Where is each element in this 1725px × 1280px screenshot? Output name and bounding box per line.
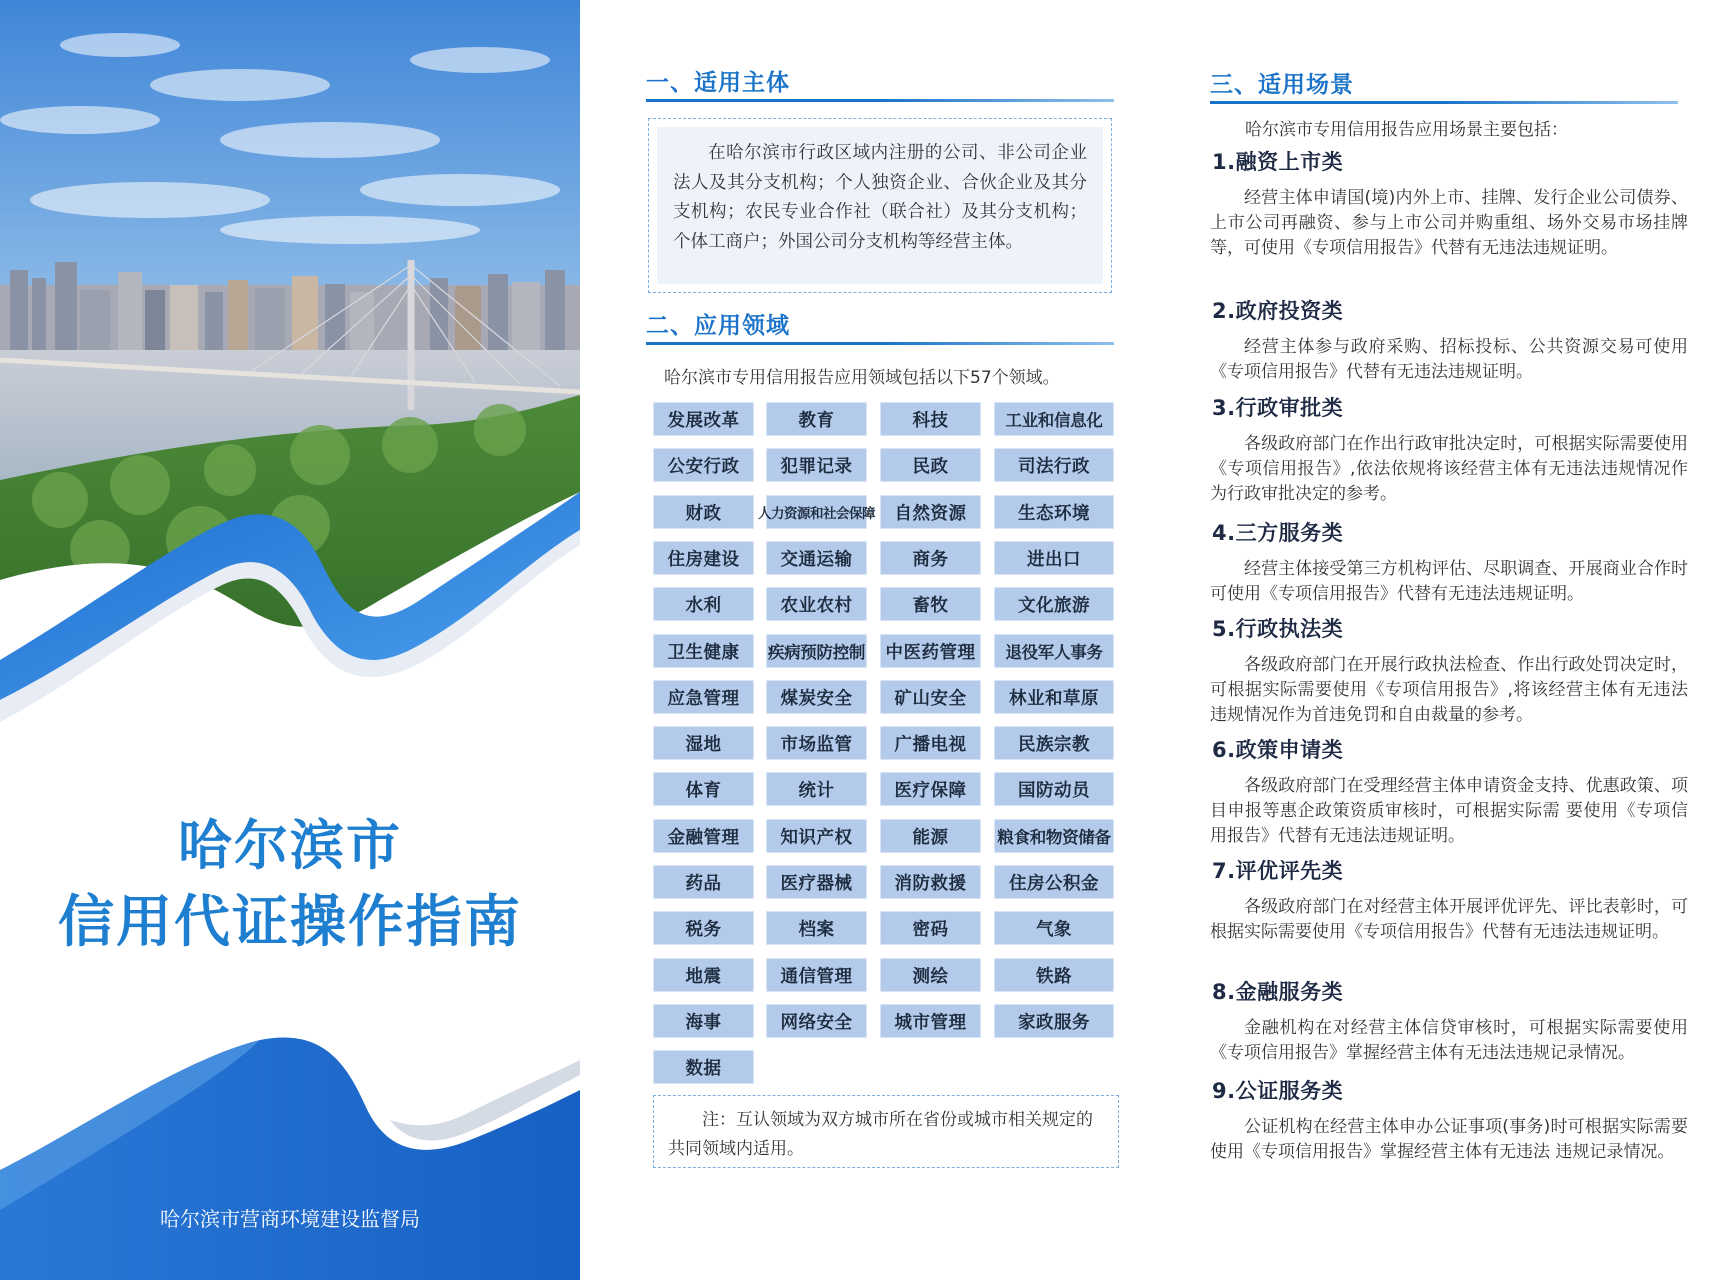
domain-intro: 哈尔滨市专用信用报告应用领域包括以下57个领域。 [664, 368, 1060, 388]
scenario-text: 经营主体接受第三方机构评估、尽职调查、开展商业合作时可使用《专项信用报告》代替有无违法违规证明。 [1210, 559, 1688, 604]
scenario-item [1210, 295, 1688, 385]
scenario-title: 4.三方服务类 [1210, 517, 1351, 547]
scenario-intro: 哈尔滨市专用信用报告应用场景主要包括： [1245, 120, 1568, 140]
scenario-title: 7.评优评先类 [1210, 855, 1351, 885]
scenario-title: 3.行政审批类 [1210, 392, 1351, 422]
domain-chip: 城市管理 [880, 1004, 981, 1038]
scenario-item [1210, 392, 1688, 507]
domain-chip: 人力资源和社会保障 [766, 495, 867, 529]
scenario-text: 各级政府部门在作出行政审批决定时，可根据实际需要使用《专项信用报告》,依法依规将该经营主体有无违法违规情况作为行政审批决定的参考。 [1210, 434, 1688, 504]
cover-organization: 哈尔滨市营商环境建设监督局 [160, 1207, 420, 1231]
scenario-item [1210, 734, 1688, 849]
domain-chip: 卫生健康 [653, 634, 754, 668]
section3-heading: 三、适用场景 [1210, 72, 1354, 98]
domain-chip: 铁路 [994, 958, 1114, 992]
domain-chip: 地震 [653, 958, 754, 992]
scenario-item [1210, 613, 1688, 728]
domain-chip: 农业农村 [766, 587, 867, 621]
scenario-item [1210, 1075, 1688, 1165]
domain-chip: 住房公积金 [994, 865, 1114, 899]
scenario-item [1210, 855, 1688, 945]
domain-chip: 退役军人事务 [994, 634, 1114, 668]
domain-chip: 自然资源 [880, 495, 981, 529]
scenario-text: 各级政府部门在对经营主体开展评优评先、评比表彰时，可根据实际需要使用《专项信用报告》代替有无违法违规证明。 [1210, 897, 1688, 942]
domain-chip: 医疗器械 [766, 865, 867, 899]
domain-chip: 统计 [766, 772, 867, 806]
scenario-title: 9.公证服务类 [1210, 1075, 1351, 1105]
domain-chip: 家政服务 [994, 1004, 1114, 1038]
domain-chip: 能源 [880, 819, 981, 853]
cover-title [0, 808, 580, 962]
domain-chip: 网络安全 [766, 1004, 867, 1038]
domain-chip: 司法行政 [994, 448, 1114, 482]
domain-chip: 广播电视 [880, 726, 981, 760]
domain-chip: 应急管理 [653, 680, 754, 714]
section3-underline [1210, 101, 1678, 104]
domain-chip: 住房建设 [653, 541, 754, 575]
domain-chip: 科技 [880, 402, 981, 436]
domain-chip: 税务 [653, 911, 754, 945]
domain-chip: 药品 [653, 865, 754, 899]
domain-chip: 密码 [880, 911, 981, 945]
domain-chip: 犯罪记录 [766, 448, 867, 482]
scenario-text: 经营主体申请国(境)内外上市、挂牌、发行企业公司债券、上市公司再融资、参与上市公司并购重组、场外交易市场挂牌等，可使用《专项信用报告》代替有无违法违规证明。 [1210, 188, 1688, 258]
domain-chip: 交通运输 [766, 541, 867, 575]
cover-illustration [0, 0, 580, 1280]
scenario-title: 6.政策申请类 [1210, 734, 1351, 764]
domain-chip: 国防动员 [994, 772, 1114, 806]
domain-chip: 湿地 [653, 726, 754, 760]
domain-chip: 水利 [653, 587, 754, 621]
section1-heading: 一、适用主体 [646, 70, 790, 96]
domain-chip: 公安行政 [653, 448, 754, 482]
scenario-text: 经营主体参与政府采购、招标投标、公共资源交易可使用《专项信用报告》代替有无违法违规证明。 [1210, 337, 1688, 382]
domain-chip: 工业和信息化 [994, 402, 1114, 436]
domain-chip: 民政 [880, 448, 981, 482]
domain-chip: 民族宗教 [994, 726, 1114, 760]
domain-chip: 通信管理 [766, 958, 867, 992]
domain-chip: 体育 [653, 772, 754, 806]
domain-chip: 财政 [653, 495, 754, 529]
domain-chip: 市场监管 [766, 726, 867, 760]
note-box: 注：互认领域为双方城市所在省份或城市相关规定的共同领域内适用。 [653, 1095, 1119, 1168]
cover-title-line2: 信用代证操作指南 [58, 890, 522, 955]
scenario-title: 2.政府投资类 [1210, 295, 1351, 325]
section2-underline [646, 342, 1114, 345]
scenario-text: 各级政府部门在受理经营主体申请资金支持、优惠政策、项目申报等惠企政策资质审核时，可根据实际需 要使用《专项信用报告》代替有无违法违规证明。 [1210, 776, 1688, 846]
subject-box [648, 118, 1112, 293]
scenario-text: 金融机构在对经营主体信贷审核时，可根据实际需要使用《专项信用报告》掌握经营主体有无违法违规记录情况。 [1210, 1018, 1688, 1063]
domain-chip: 矿山安全 [880, 680, 981, 714]
scenario-title: 1.融资上市类 [1210, 146, 1351, 176]
domain-chip: 粮食和物资储备 [994, 819, 1114, 853]
scenario-item [1210, 517, 1688, 607]
domain-chip: 煤炭安全 [766, 680, 867, 714]
scenario-title: 5.行政执法类 [1210, 613, 1351, 643]
domain-chip: 海事 [653, 1004, 754, 1038]
section1-underline [646, 99, 1114, 102]
domain-chip: 消防救援 [880, 865, 981, 899]
domain-chip: 进出口 [994, 541, 1114, 575]
domain-chip: 林业和草原 [994, 680, 1114, 714]
domain-chip: 发展改革 [653, 402, 754, 436]
scenario-item [1210, 976, 1688, 1066]
scenario-text: 公证机构在经营主体申办公证事项(事务)时可根据实际需要使用《专项信用报告》掌握经营主体有无违法 违规记录情况。 [1210, 1117, 1688, 1162]
domain-chip: 金融管理 [653, 819, 754, 853]
domain-chip: 数据 [653, 1050, 754, 1084]
cover-panel [0, 0, 580, 1280]
blue-wave-bottom [0, 1037, 580, 1280]
domain-chip: 商务 [880, 541, 981, 575]
domain-chip: 档案 [766, 911, 867, 945]
domain-chip: 教育 [766, 402, 867, 436]
domain-chip: 测绘 [880, 958, 981, 992]
scenario-item [1210, 146, 1688, 261]
scenario-title: 8.金融服务类 [1210, 976, 1351, 1006]
domain-chip: 气象 [994, 911, 1114, 945]
scenario-text: 各级政府部门在开展行政执法检查、作出行政处罚决定时，可根据实际需要使用《专项信用报告》,将该经营主体有无违法违规情况作为首违免罚和自由裁量的参考。 [1210, 655, 1688, 725]
domain-chip: 中医药管理 [880, 634, 981, 668]
domain-chip: 文化旅游 [994, 587, 1114, 621]
cover-title-line1: 哈尔滨市 [178, 814, 402, 877]
domain-chip: 知识产权 [766, 819, 867, 853]
domain-chip: 疾病预防控制 [766, 634, 867, 668]
domain-chip: 畜牧 [880, 587, 981, 621]
section2-heading: 二、应用领域 [646, 313, 790, 339]
domain-chip: 医疗保障 [880, 772, 981, 806]
subject-text: 在哈尔滨市行政区域内注册的公司、非公司企业法人及其分支机构；个人独资企业、合伙企业及其分支机构；农民专业合作社（联合社）及其分支机构；个体工商户；外国公司分支机构等经营主体。 [657, 127, 1103, 284]
domain-chip: 生态环境 [994, 495, 1114, 529]
